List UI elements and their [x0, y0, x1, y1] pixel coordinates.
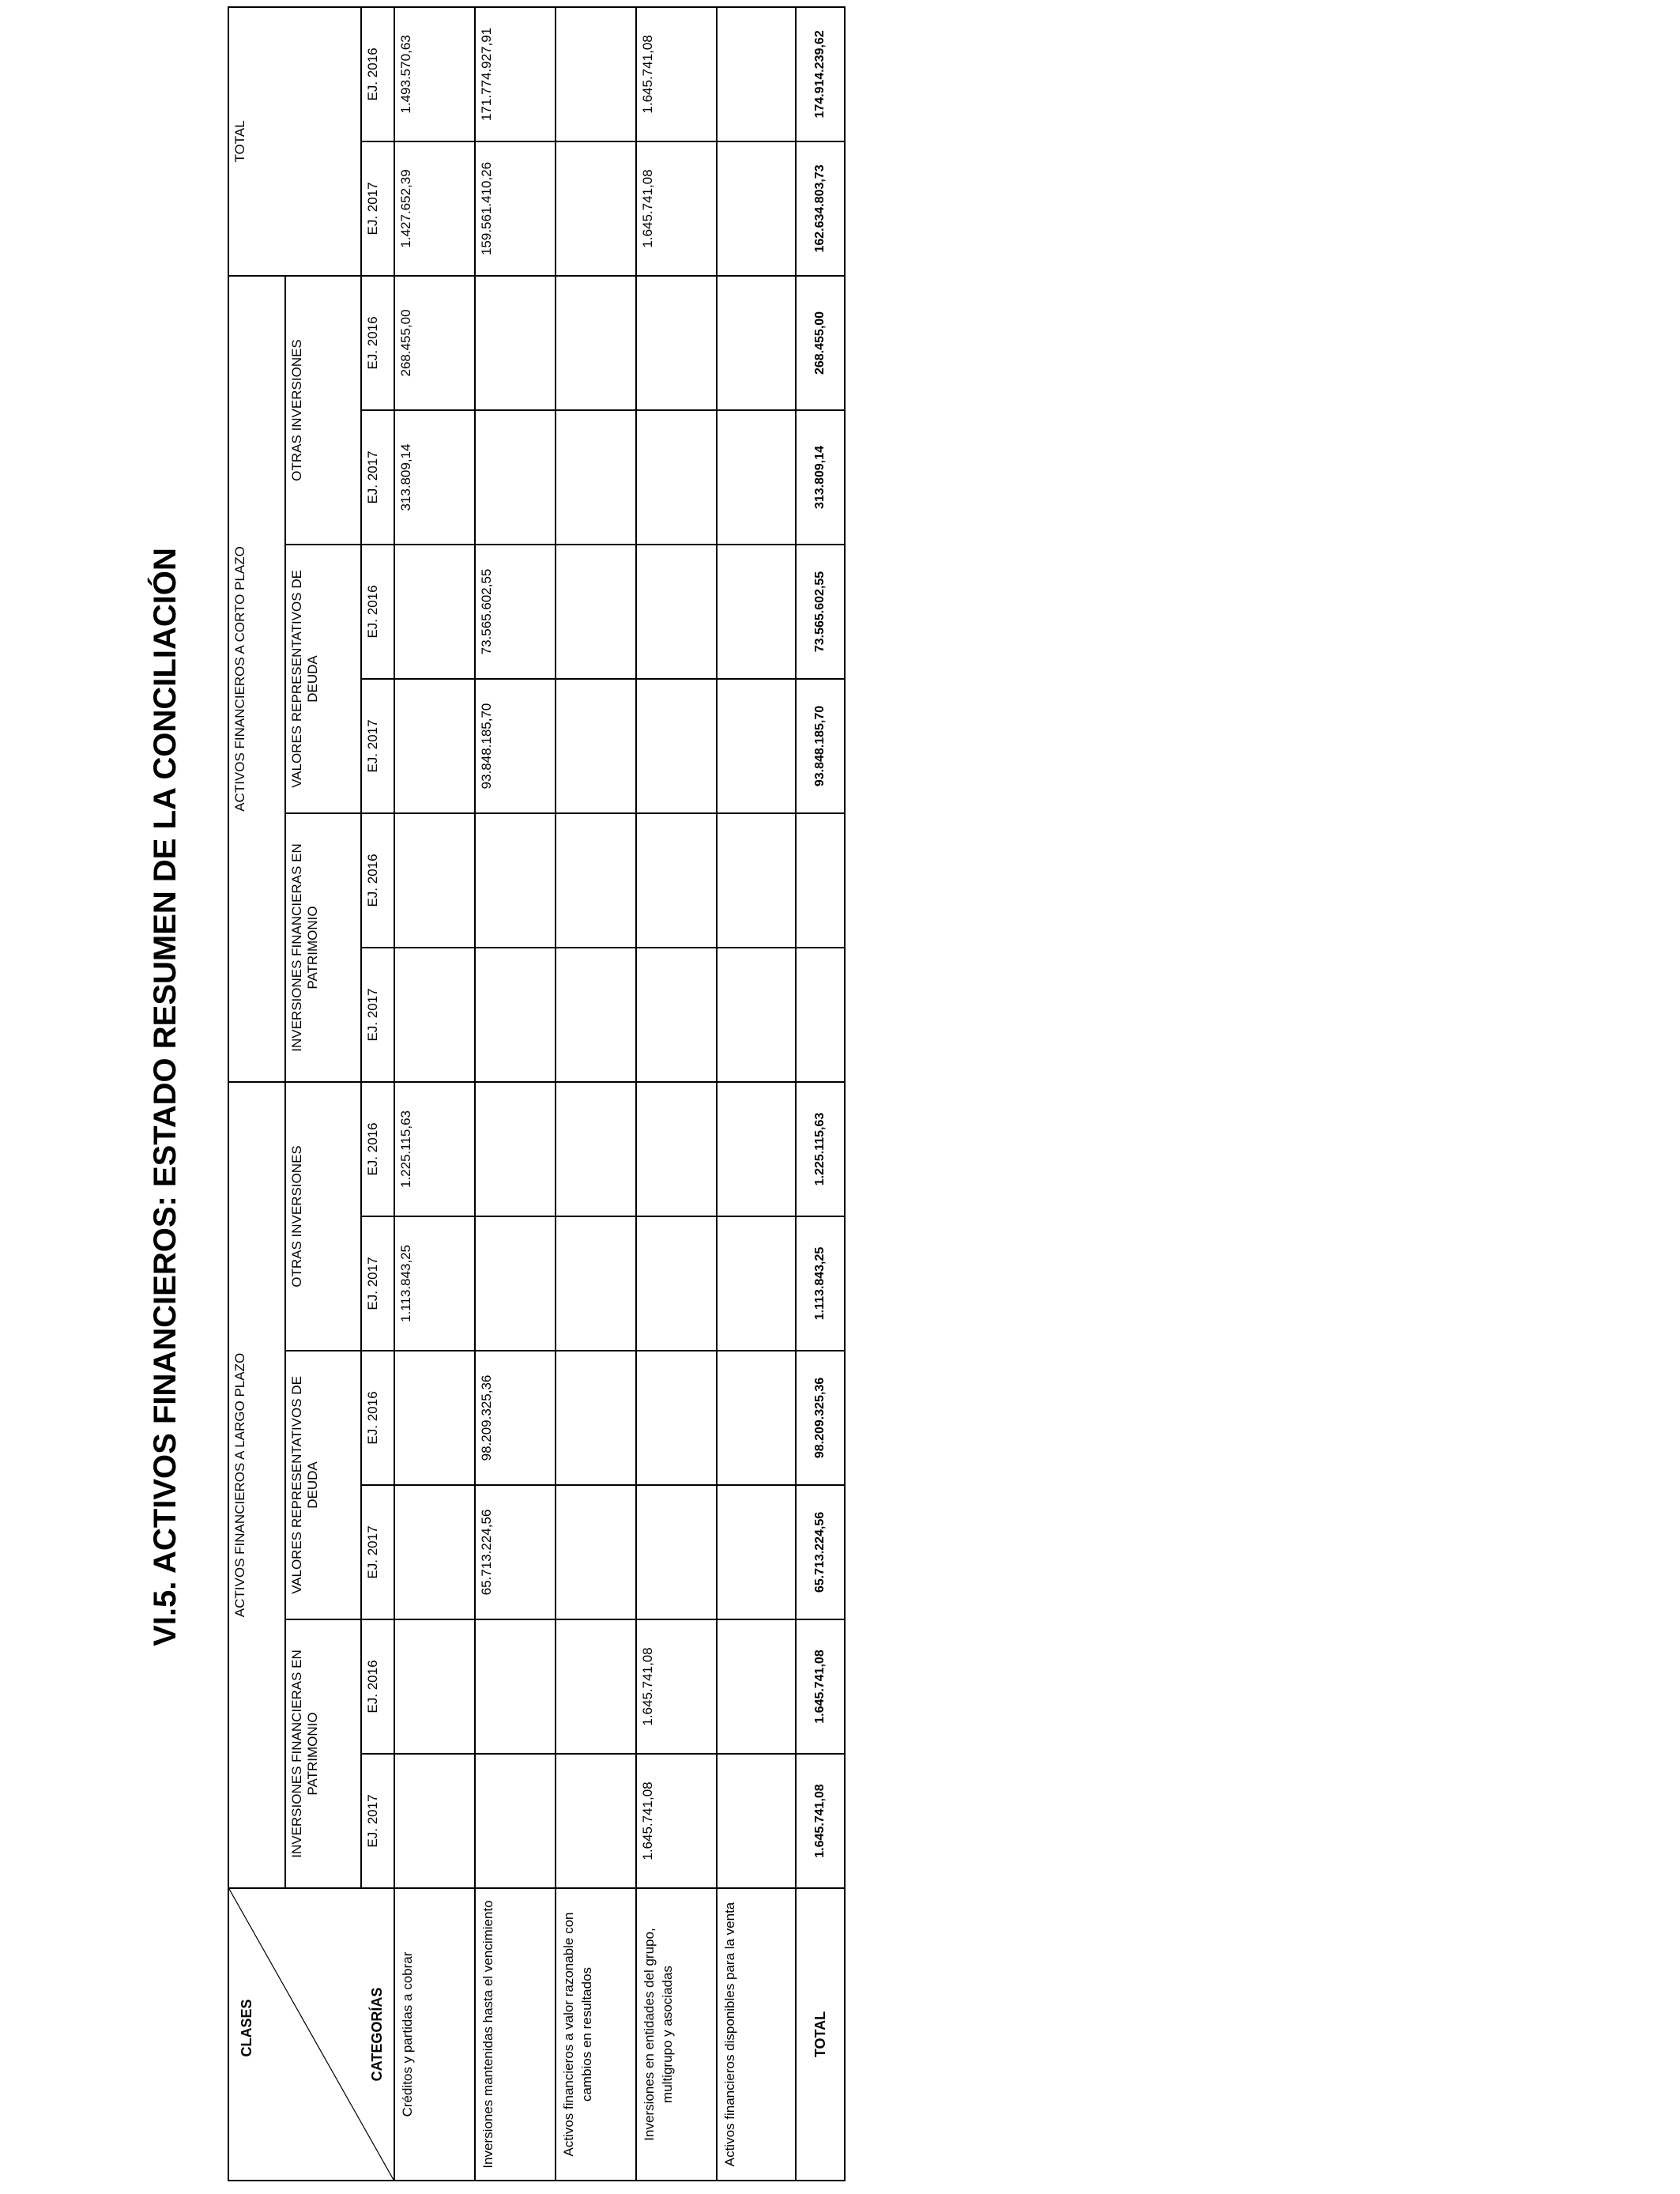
table-cell: 1.645.741,08 [636, 1754, 717, 1888]
table-cell [556, 141, 636, 276]
total-cell: 93.848.185,70 [796, 679, 845, 813]
table-cell [475, 276, 556, 410]
table-cell [636, 1216, 717, 1351]
year-header: EJ. 2017 [361, 1754, 394, 1888]
year-header: EJ. 2016 [361, 276, 394, 410]
year-header: EJ. 2016 [361, 1351, 394, 1485]
header-row-groups [228, 7, 285, 2181]
table-row [556, 7, 636, 2181]
table-cell [556, 1351, 636, 1485]
table-cell [636, 545, 717, 679]
table-cell [475, 1754, 556, 1888]
table-cell [394, 948, 475, 1082]
table-cell [717, 1216, 796, 1351]
year-header: EJ. 2016 [361, 1619, 394, 1754]
table-cell [556, 276, 636, 410]
year-header: EJ. 2017 [361, 1216, 394, 1351]
table-cell [475, 948, 556, 1082]
table-cell: 1.225.115,63 [394, 1082, 475, 1216]
table-cell [717, 948, 796, 1082]
lp-inversiones-patrimonio-header: INVERSIONES FINANCIERAS EN PATRIMONIO [285, 1619, 361, 1888]
year-header: EJ. 2017 [361, 410, 394, 545]
table-cell [717, 7, 796, 141]
cp-inversiones-patrimonio-header: INVERSIONES FINANCIERAS EN PATRIMONIO [285, 813, 361, 1082]
table-cell: 171.774.927,91 [475, 7, 556, 141]
total-cell: 313.809,14 [796, 410, 845, 545]
table-cell [717, 141, 796, 276]
total-cell: 1.113.843,25 [796, 1216, 845, 1351]
table-cell [475, 410, 556, 545]
year-header: EJ. 2017 [361, 1485, 394, 1619]
table-cell [717, 410, 796, 545]
corto-plazo-header: ACTIVOS FINANCIEROS A CORTO PLAZO [228, 276, 285, 1082]
lp-otras-inversiones-header: OTRAS INVERSIONES [285, 1082, 361, 1351]
table-cell [636, 276, 717, 410]
table-cell: 268.455,00 [394, 276, 475, 410]
total-cell: 1.225.115,63 [796, 1082, 845, 1216]
page-title: VI.5. ACTIVOS FINANCIEROS: ESTADO RESUMEN DE LA CONCILIACIÓN [148, 548, 183, 1646]
table-cell [556, 948, 636, 1082]
year-header: EJ. 2017 [361, 141, 394, 276]
total-cell: 1.645.741,08 [796, 1754, 845, 1888]
clases-categorias-corner [228, 1888, 394, 2181]
table-cell [717, 276, 796, 410]
header-row-years [361, 7, 394, 2181]
row-label: Inversiones en entidades del grupo, multigrupo y asociadas [636, 1888, 717, 2181]
table-cell [717, 1082, 796, 1216]
table-cell [475, 813, 556, 948]
table-cell [636, 679, 717, 813]
table-cell: 1.645.741,08 [636, 1619, 717, 1754]
total-cell [796, 948, 845, 1082]
row-label: Créditos y partidas a cobrar [394, 1888, 475, 2181]
table-cell [394, 813, 475, 948]
table-cell [556, 1485, 636, 1619]
clases-label: CLASES [239, 1999, 254, 2057]
year-header: EJ. 2016 [361, 1082, 394, 1216]
table-cell [636, 813, 717, 948]
table-cell [394, 1619, 475, 1754]
row-label: Inversiones mantenidas hasta el vencimiento [475, 1888, 556, 2181]
total-cell [796, 813, 845, 948]
table-cell [717, 1619, 796, 1754]
table-cell [717, 1485, 796, 1619]
table-cell [475, 1619, 556, 1754]
total-cell: 98.209.325,36 [796, 1351, 845, 1485]
table-cell: 98.209.325,36 [475, 1351, 556, 1485]
year-header: EJ. 2017 [361, 679, 394, 813]
table-row [636, 7, 717, 2181]
table-cell [636, 1082, 717, 1216]
table-cell: 159.561.410,26 [475, 141, 556, 276]
table-cell: 1.645.741,08 [636, 141, 717, 276]
table-cell [394, 1485, 475, 1619]
table-cell [556, 545, 636, 679]
table-cell [556, 7, 636, 141]
table-cell [717, 545, 796, 679]
year-header: EJ. 2016 [361, 813, 394, 948]
table-cell [556, 1216, 636, 1351]
year-header: EJ. 2016 [361, 7, 394, 141]
header-row-subgroups [285, 7, 361, 2181]
total-cell: 162.634.803,73 [796, 141, 845, 276]
categorias-label: CATEGORÍAS [369, 1987, 385, 2082]
table-cell [556, 679, 636, 813]
table-cell: 1.113.843,25 [394, 1216, 475, 1351]
table-cell: 313.809,14 [394, 410, 475, 545]
reconciliation-table [228, 6, 846, 2181]
total-row-label: TOTAL [796, 1888, 845, 2181]
table-cell [556, 1082, 636, 1216]
table-cell [394, 1754, 475, 1888]
lp-valores-deuda-header: VALORES REPRESENTATIVOS DE DEUDA [285, 1351, 361, 1619]
table-cell [556, 1754, 636, 1888]
table-cell: 1.493.570,63 [394, 7, 475, 141]
total-cell: 65.713.224,56 [796, 1485, 845, 1619]
table-cell [475, 1216, 556, 1351]
table-cell: 1.427.652,39 [394, 141, 475, 276]
table-row [475, 7, 556, 2181]
total-row [796, 7, 845, 2181]
table-cell [556, 1619, 636, 1754]
year-header: EJ. 2017 [361, 948, 394, 1082]
table-cell [475, 1082, 556, 1216]
total-cell: 268.455,00 [796, 276, 845, 410]
table-cell [556, 410, 636, 545]
total-cell: 1.645.741,08 [796, 1619, 845, 1754]
cp-otras-inversiones-header: OTRAS INVERSIONES [285, 276, 361, 545]
table-cell [556, 813, 636, 948]
reconciliation-table-container [228, 8, 844, 2181]
table-row [394, 7, 475, 2181]
table-cell [717, 679, 796, 813]
row-label: Activos financieros disponibles para la venta [717, 1888, 796, 2181]
table-cell [394, 679, 475, 813]
row-label: Activos financieros a valor razonable con cambios en resultados [556, 1888, 636, 2181]
cp-valores-deuda-header: VALORES REPRESENTATIVOS DE DEUDA [285, 545, 361, 813]
total-cell: 174.914.239,62 [796, 7, 845, 141]
table-cell: 1.645.741,08 [636, 7, 717, 141]
total-header: TOTAL [228, 7, 361, 276]
table-cell [717, 813, 796, 948]
table-row [717, 7, 796, 2181]
largo-plazo-header: ACTIVOS FINANCIEROS A LARGO PLAZO [228, 1082, 285, 1888]
table-cell [636, 1485, 717, 1619]
table-cell [636, 410, 717, 545]
table-cell [636, 948, 717, 1082]
table-cell [394, 545, 475, 679]
table-cell [394, 1351, 475, 1485]
table-cell [717, 1754, 796, 1888]
table-cell [717, 1351, 796, 1485]
table-cell: 65.713.224,56 [475, 1485, 556, 1619]
table-cell [636, 1351, 717, 1485]
table-cell: 73.565.602,55 [475, 545, 556, 679]
table-cell: 93.848.185,70 [475, 679, 556, 813]
total-cell: 73.565.602,55 [796, 545, 845, 679]
year-header: EJ. 2016 [361, 545, 394, 679]
